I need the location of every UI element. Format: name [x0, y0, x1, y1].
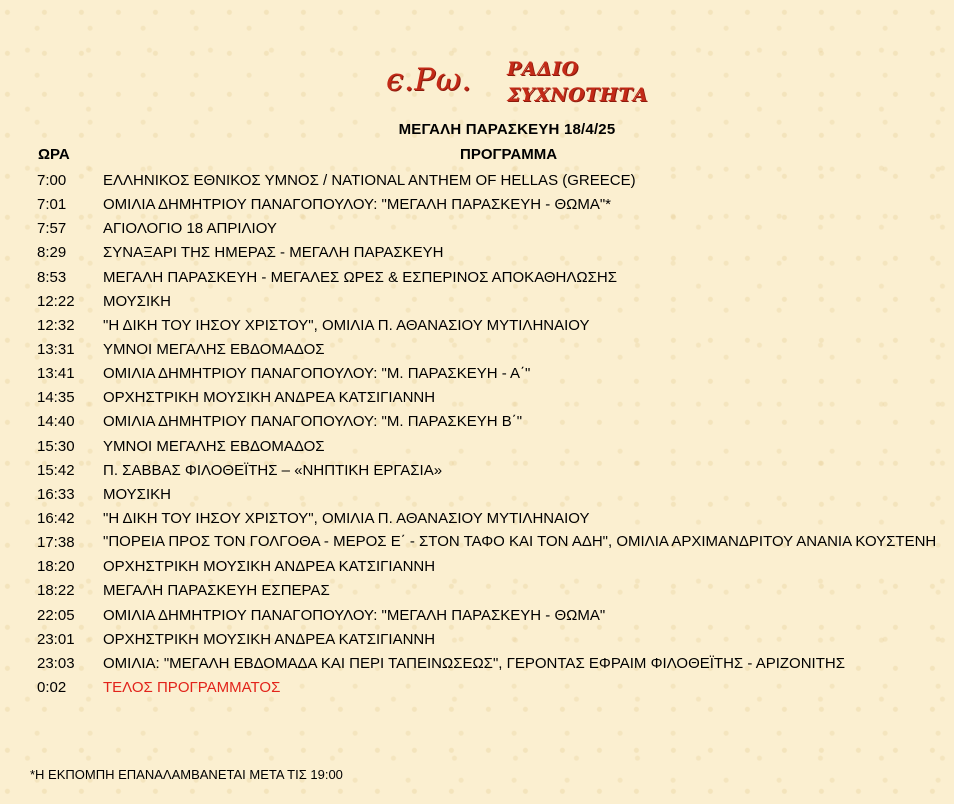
row-time: 17:38 — [37, 534, 75, 552]
schedule-row — [37, 241, 937, 264]
row-description: ΟΜΙΛΙΑ: "ΜΕΓΑΛΗ ΕΒΔΟΜΑΔΑ ΚΑΙ ΠΕΡΙ ΤΑΠΕΙΝΩΣΕΩΣ", ΓΕΡΟΝΤΑΣ ΕΦΡΑΙΜ ΦΙΛΟΘΕΪΤΗΣ - ΑΡΙΖΟΝΙΤΗΣ — [103, 654, 845, 672]
end-of-program-label: ΤΕΛΟΣ ΠΡΟΓΡΑΜΜΑΤΟΣ — [103, 678, 281, 696]
schedule-row — [37, 290, 937, 313]
row-description: ΟΡΧΗΣΤΡΙΚΗ ΜΟΥΣΙΚΗ ΑΝΔΡΕΑ ΚΑΤΣΙΓΙΑΝΝΗ — [103, 389, 436, 407]
row-time: 23:03 — [37, 654, 75, 672]
schedule-row — [37, 579, 937, 602]
row-time: 8:53 — [37, 268, 67, 286]
schedule-row — [37, 169, 937, 192]
schedule-row — [37, 459, 937, 482]
logo-line-radio: ΡΑΔΙΟ — [507, 58, 579, 80]
schedule-row — [37, 507, 937, 530]
row-time: 22:05 — [37, 606, 75, 624]
schedule-row — [37, 652, 937, 675]
row-time: 18:22 — [37, 582, 75, 600]
row-time: 14:35 — [37, 389, 75, 407]
row-time: 13:41 — [37, 365, 75, 383]
schedule-row — [37, 531, 937, 554]
row-description: ΥΜΝΟΙ ΜΕΓΑΛΗΣ ΕΒΔΟΜΑΔΟΣ — [103, 437, 325, 455]
row-time: 15:42 — [37, 461, 75, 479]
schedule-row — [37, 266, 937, 289]
row-description: Π. ΣΑΒΒΑΣ ΦΙΛΟΘΕΪΤΗΣ – «ΝΗΠΤΙΚΗ ΕΡΓΑΣΙΑ» — [103, 461, 443, 479]
row-time: 23:01 — [37, 630, 75, 648]
row-description: ΜΕΓΑΛΗ ΠΑΡΑΣΚΕΥΗ ΕΣΠΕΡΑΣ — [103, 582, 330, 600]
schedule-row — [37, 338, 937, 361]
row-description: ΟΜΙΛΙΑ ΔΗΜΗΤΡΙΟΥ ΠΑΝΑΓΟΠΟΥΛΟΥ: "ΜΕΓΑΛΗ ΠΑΡΑΣΚΕΥΗ - ΘΩΜΑ"* — [103, 196, 612, 214]
row-time: 14:40 — [37, 413, 75, 431]
schedule-row — [37, 193, 937, 216]
row-description: ΟΜΙΛΙΑ ΔΗΜΗΤΡΙΟΥ ΠΑΝΑΓΟΠΟΥΛΟΥ: "ΜΕΓΑΛΗ ΠΑΡΑΣΚΕΥΗ - ΘΩΜΑ" — [103, 606, 606, 624]
station-logo — [386, 56, 656, 112]
rebroadcast-footnote: *Η ΕΚΠΟΜΠΗ ΕΠΑΝΑΛΑΜΒΑΝΕΤΑΙ ΜΕΤΑ ΤΙΣ 19:00 — [30, 767, 343, 782]
row-time: 7:00 — [37, 172, 67, 189]
schedule-row — [37, 386, 937, 409]
logo-line-frequency: ΣΥΧΝΟΤΗΤΑ — [507, 84, 649, 106]
row-time: 15:30 — [37, 437, 75, 455]
schedule-row — [37, 483, 937, 506]
row-time: 7:01 — [37, 196, 67, 214]
page-title: ΜΕΓΑΛΗ ΠΑΡΑΣΚΕΥΗ 18/4/25 — [398, 121, 616, 138]
row-description: "Η ΔΙΚΗ ΤΟΥ ΙΗΣΟΥ ΧΡΙΣΤΟΥ", ΟΜΙΛΙΑ Π. ΑΘΑΝΑΣΙΟΥ ΜΥΤΙΛΗΝΑΙΟΥ — [103, 316, 590, 334]
row-description: ΥΜΝΟΙ ΜΕΓΑΛΗΣ ΕΒΔΟΜΑΔΟΣ — [103, 340, 325, 358]
row-time: 12:32 — [37, 316, 75, 334]
row-time: 0:02 — [37, 678, 67, 696]
row-time: 16:33 — [37, 485, 75, 503]
schedule-row — [37, 435, 937, 458]
schedule-row — [37, 362, 937, 385]
schedule-row-end — [37, 676, 937, 699]
program-column-header: ΠΡΟΓΡΑΜΜΑ — [460, 146, 558, 163]
schedule-row — [37, 555, 937, 578]
row-description: ΕΛΛΗΝΙΚΟΣ ΕΘΝΙΚΟΣ ΥΜΝΟΣ / NATIONAL ANTHEM OF HELLAS (GREECE) — [103, 172, 636, 189]
schedule-row — [37, 604, 937, 627]
row-description: ΟΜΙΛΙΑ ΔΗΜΗΤΡΙΟΥ ΠΑΝΑΓΟΠΟΥΛΟΥ: "Μ. ΠΑΡΑΣΚΕΥΗ - Α΄" — [103, 365, 531, 383]
row-description: ΜΟΥΣΙΚΗ — [103, 292, 171, 310]
time-column-header: ΩΡΑ — [38, 146, 70, 163]
row-time: 7:57 — [37, 220, 67, 238]
row-description: ΜΕΓΑΛΗ ΠΑΡΑΣΚΕΥΗ - ΜΕΓΑΛΕΣ ΩΡΕΣ & ΕΣΠΕΡΙΝΟΣ ΑΠΟΚΑΘΗΛΩΣΗΣ — [103, 268, 617, 286]
schedule-row — [37, 410, 937, 433]
row-description: ΟΜΙΛΙΑ ΔΗΜΗΤΡΙΟΥ ΠΑΝΑΓΟΠΟΥΛΟΥ: "Μ. ΠΑΡΑΣΚΕΥΗ Β΄" — [103, 413, 523, 431]
row-time: 16:42 — [37, 509, 75, 527]
schedule-row — [37, 314, 937, 337]
row-description: ΟΡΧΗΣΤΡΙΚΗ ΜΟΥΣΙΚΗ ΑΝΔΡΕΑ ΚΑΤΣΙΓΙΑΝΝΗ — [103, 558, 436, 576]
row-description: ΑΓΙΟΛΟΓΙΟ 18 ΑΠΡΙΛΙΟΥ — [103, 220, 277, 238]
logo-mark: ϵ.Ρω. — [386, 62, 472, 98]
row-time: 18:20 — [37, 558, 75, 576]
row-description: ΣΥΝΑΞΑΡΙ ΤΗΣ ΗΜΕΡΑΣ - ΜΕΓΑΛΗ ΠΑΡΑΣΚΕΥΗ — [103, 244, 444, 262]
row-description: ΜΟΥΣΙΚΗ — [103, 485, 171, 503]
schedule-row — [37, 217, 937, 240]
row-time: 13:31 — [37, 340, 75, 358]
row-description: "Η ΔΙΚΗ ΤΟΥ ΙΗΣΟΥ ΧΡΙΣΤΟΥ", ΟΜΙΛΙΑ Π. ΑΘΑΝΑΣΙΟΥ ΜΥΤΙΛΗΝΑΙΟΥ — [103, 509, 590, 527]
row-description: "ΠΟΡΕΙΑ ΠΡΟΣ ΤΟΝ ΓΟΛΓΟΘΑ - ΜΕΡΟΣ Ε΄ - ΣΤΟΝ ΤΑΦΟ ΚΑΙ ΤΟΝ ΑΔΗ", ΟΜΙΛΙΑ ΑΡΧΙΜΑΝΔΡΙΤΟΥ ΑΝΑΝΙΑ ΚΟΥΣΤΕΝΗ — [103, 533, 937, 551]
schedule-row — [37, 628, 937, 651]
row-description: ΟΡΧΗΣΤΡΙΚΗ ΜΟΥΣΙΚΗ ΑΝΔΡΕΑ ΚΑΤΣΙΓΙΑΝΝΗ — [103, 630, 436, 648]
row-time: 8:29 — [37, 244, 67, 262]
schedule-list — [37, 169, 937, 700]
row-time: 12:22 — [37, 292, 75, 310]
